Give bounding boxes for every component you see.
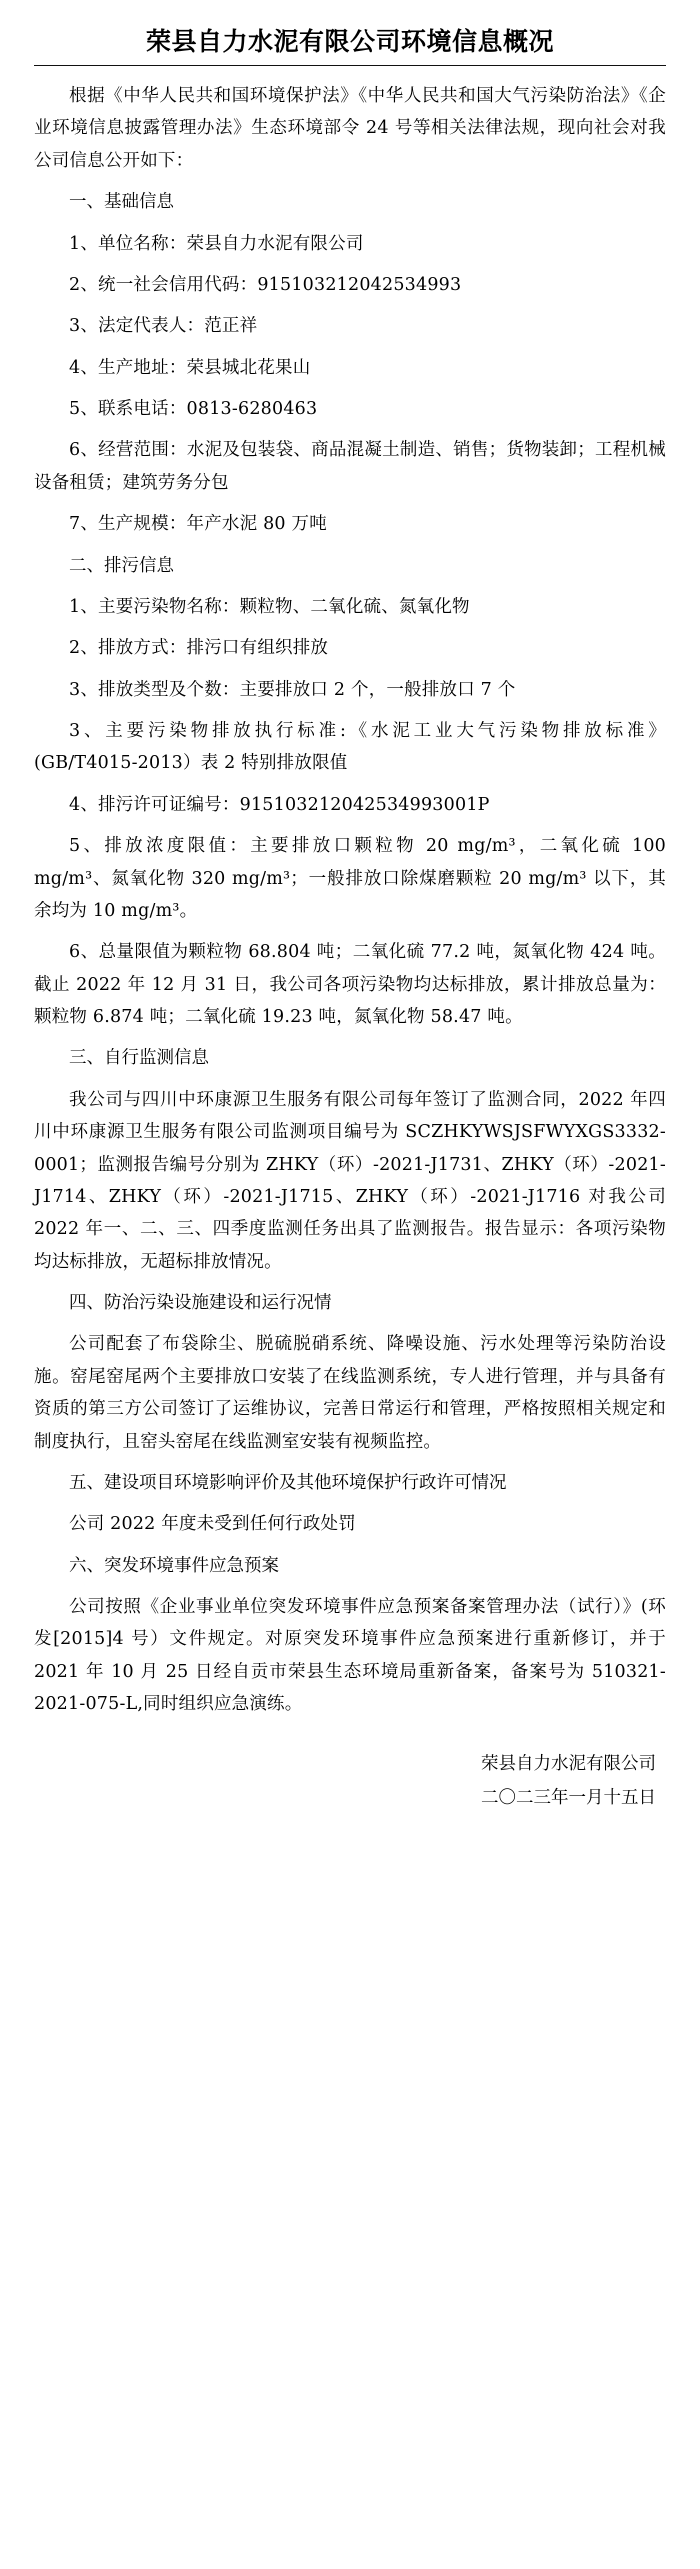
section-item: 5、排放浓度限值：主要排放口颗粒物 20 mg/m³，二氧化硫 100 mg/m³、氮氧化物 320 mg/m³；一般排放口除煤磨颗粒 20 mg/m³ 以下，其余均为 10 mg/m³。: [34, 836, 666, 921]
section-item: 3、法定代表人：范正祥: [69, 316, 258, 337]
section-item: 公司 2022 年度未受到任何行政处罚: [69, 1514, 356, 1535]
section-item: 1、单位名称：荣县自力水泥有限公司: [69, 233, 364, 254]
section-heading-basic-info: 一、基础信息: [69, 192, 174, 213]
intro-paragraph: 根据《中华人民共和国环境保护法》《中华人民共和国大气污染防治法》《企业环境信息披露管理办法》生态环境部令 24 号等相关法律法规，现向社会对我公司信息公开如下：: [34, 86, 666, 171]
signature-block: [34, 1747, 666, 1815]
section-heading-eia-permits: 五、建设项目环境影响评价及其他环境保护行政许可情况: [69, 1472, 507, 1493]
signature-date: 二〇二三年一月十五日: [481, 1787, 656, 1808]
page-title: 荣县自力水泥有限公司环境信息概况: [145, 27, 554, 56]
section-item: 3、主要污染物排放执行标准:《水泥工业大气污染物排放标准》(GB/T4015-2013）表 2 特别排放限值: [34, 721, 666, 774]
section-item: 4、生产地址：荣县城北花果山: [69, 357, 311, 378]
title-divider: [34, 65, 666, 66]
section-item: 3、排放类型及个数：主要排放口 2 个，一般排放口 7 个: [69, 679, 516, 700]
section-item: 4、排污许可证编号：915103212042534993001P: [69, 794, 490, 815]
section-item: 5、联系电话：0813-6280463: [69, 399, 318, 419]
section-item: 1、主要污染物名称：颗粒物、二氧化硫、氮氧化物: [69, 596, 470, 617]
section-item: 2、统一社会信用代码：915103212042534993: [69, 274, 462, 295]
signature-company: 荣县自力水泥有限公司: [481, 1753, 656, 1774]
section-heading-self-monitoring: 三、自行监测信息: [69, 1048, 209, 1069]
section-item: 我公司与四川中环康源卫生服务有限公司每年签订了监测合同，2022 年四川中环康源卫生服务有限公司监测项目编号为 SCZHKYWSJSFWYXGS3332-0001；监测报告编号分别为 ZHKY（环）-2021-J1731、ZHKY（环）-2021-J1714、ZHKY（环）-2021-J1715、ZHKY（环）-2021-J1716 对我公司 2022 年一、二、三、四季度监测任务出具了监测报告。报告显示：各项污染物均达标排放，无超标排放情况。: [34, 1089, 666, 1272]
section-heading-pollution-control-facilities: 四、防治污染设施建设和运行况情: [69, 1293, 332, 1313]
section-heading-emergency-plan: 六、突发环境事件应急预案: [69, 1555, 279, 1576]
section-item: 2、排放方式：排污口有组织排放: [69, 638, 329, 659]
section-item: 公司按照《企业事业单位突发环境事件应急预案备案管理办法（试行）》(环发[2015]4 号）文件规定。对原突发环境事件应急预案进行重新修订，并于 2021 年 10 月 25 日经自贡市荣县生态环境局重新备案，备案号为 510321-2021-075-L,同时组织应急演练。: [34, 1597, 666, 1715]
section-item: 7、生产规模：年产水泥 80 万吨: [69, 514, 327, 535]
section-item: 6、经营范围：水泥及包装袋、商品混凝土制造、销售；货物装卸；工程机械设备租赁；建筑劳务分包: [34, 440, 666, 493]
section-item: 公司配套了布袋除尘、脱硫脱硝系统、降噪设施、污水处理等污染防治设施。窑尾窑尾两个主要排放口安装了在线监测系统，专人进行管理，并与具备有资质的第三方公司签订了运维协议，完善日常运行和管理，严格按照相关规定和制度执行，且窑头窑尾在线监测室安装有视频监控。: [34, 1334, 666, 1452]
section-heading-pollution-discharge: 二、排污信息: [69, 555, 174, 576]
section-item: 6、总量限值为颗粒物 68.804 吨；二氧化硫 77.2 吨，氮氧化物 424 吨。截止 2022 年 12 月 31 日，我公司各项污染物均达标排放，累计排放总量为：颗粒物 6.874 吨；二氧化硫 19.23 吨，氮氧化物 58.47 吨。: [34, 942, 666, 1027]
